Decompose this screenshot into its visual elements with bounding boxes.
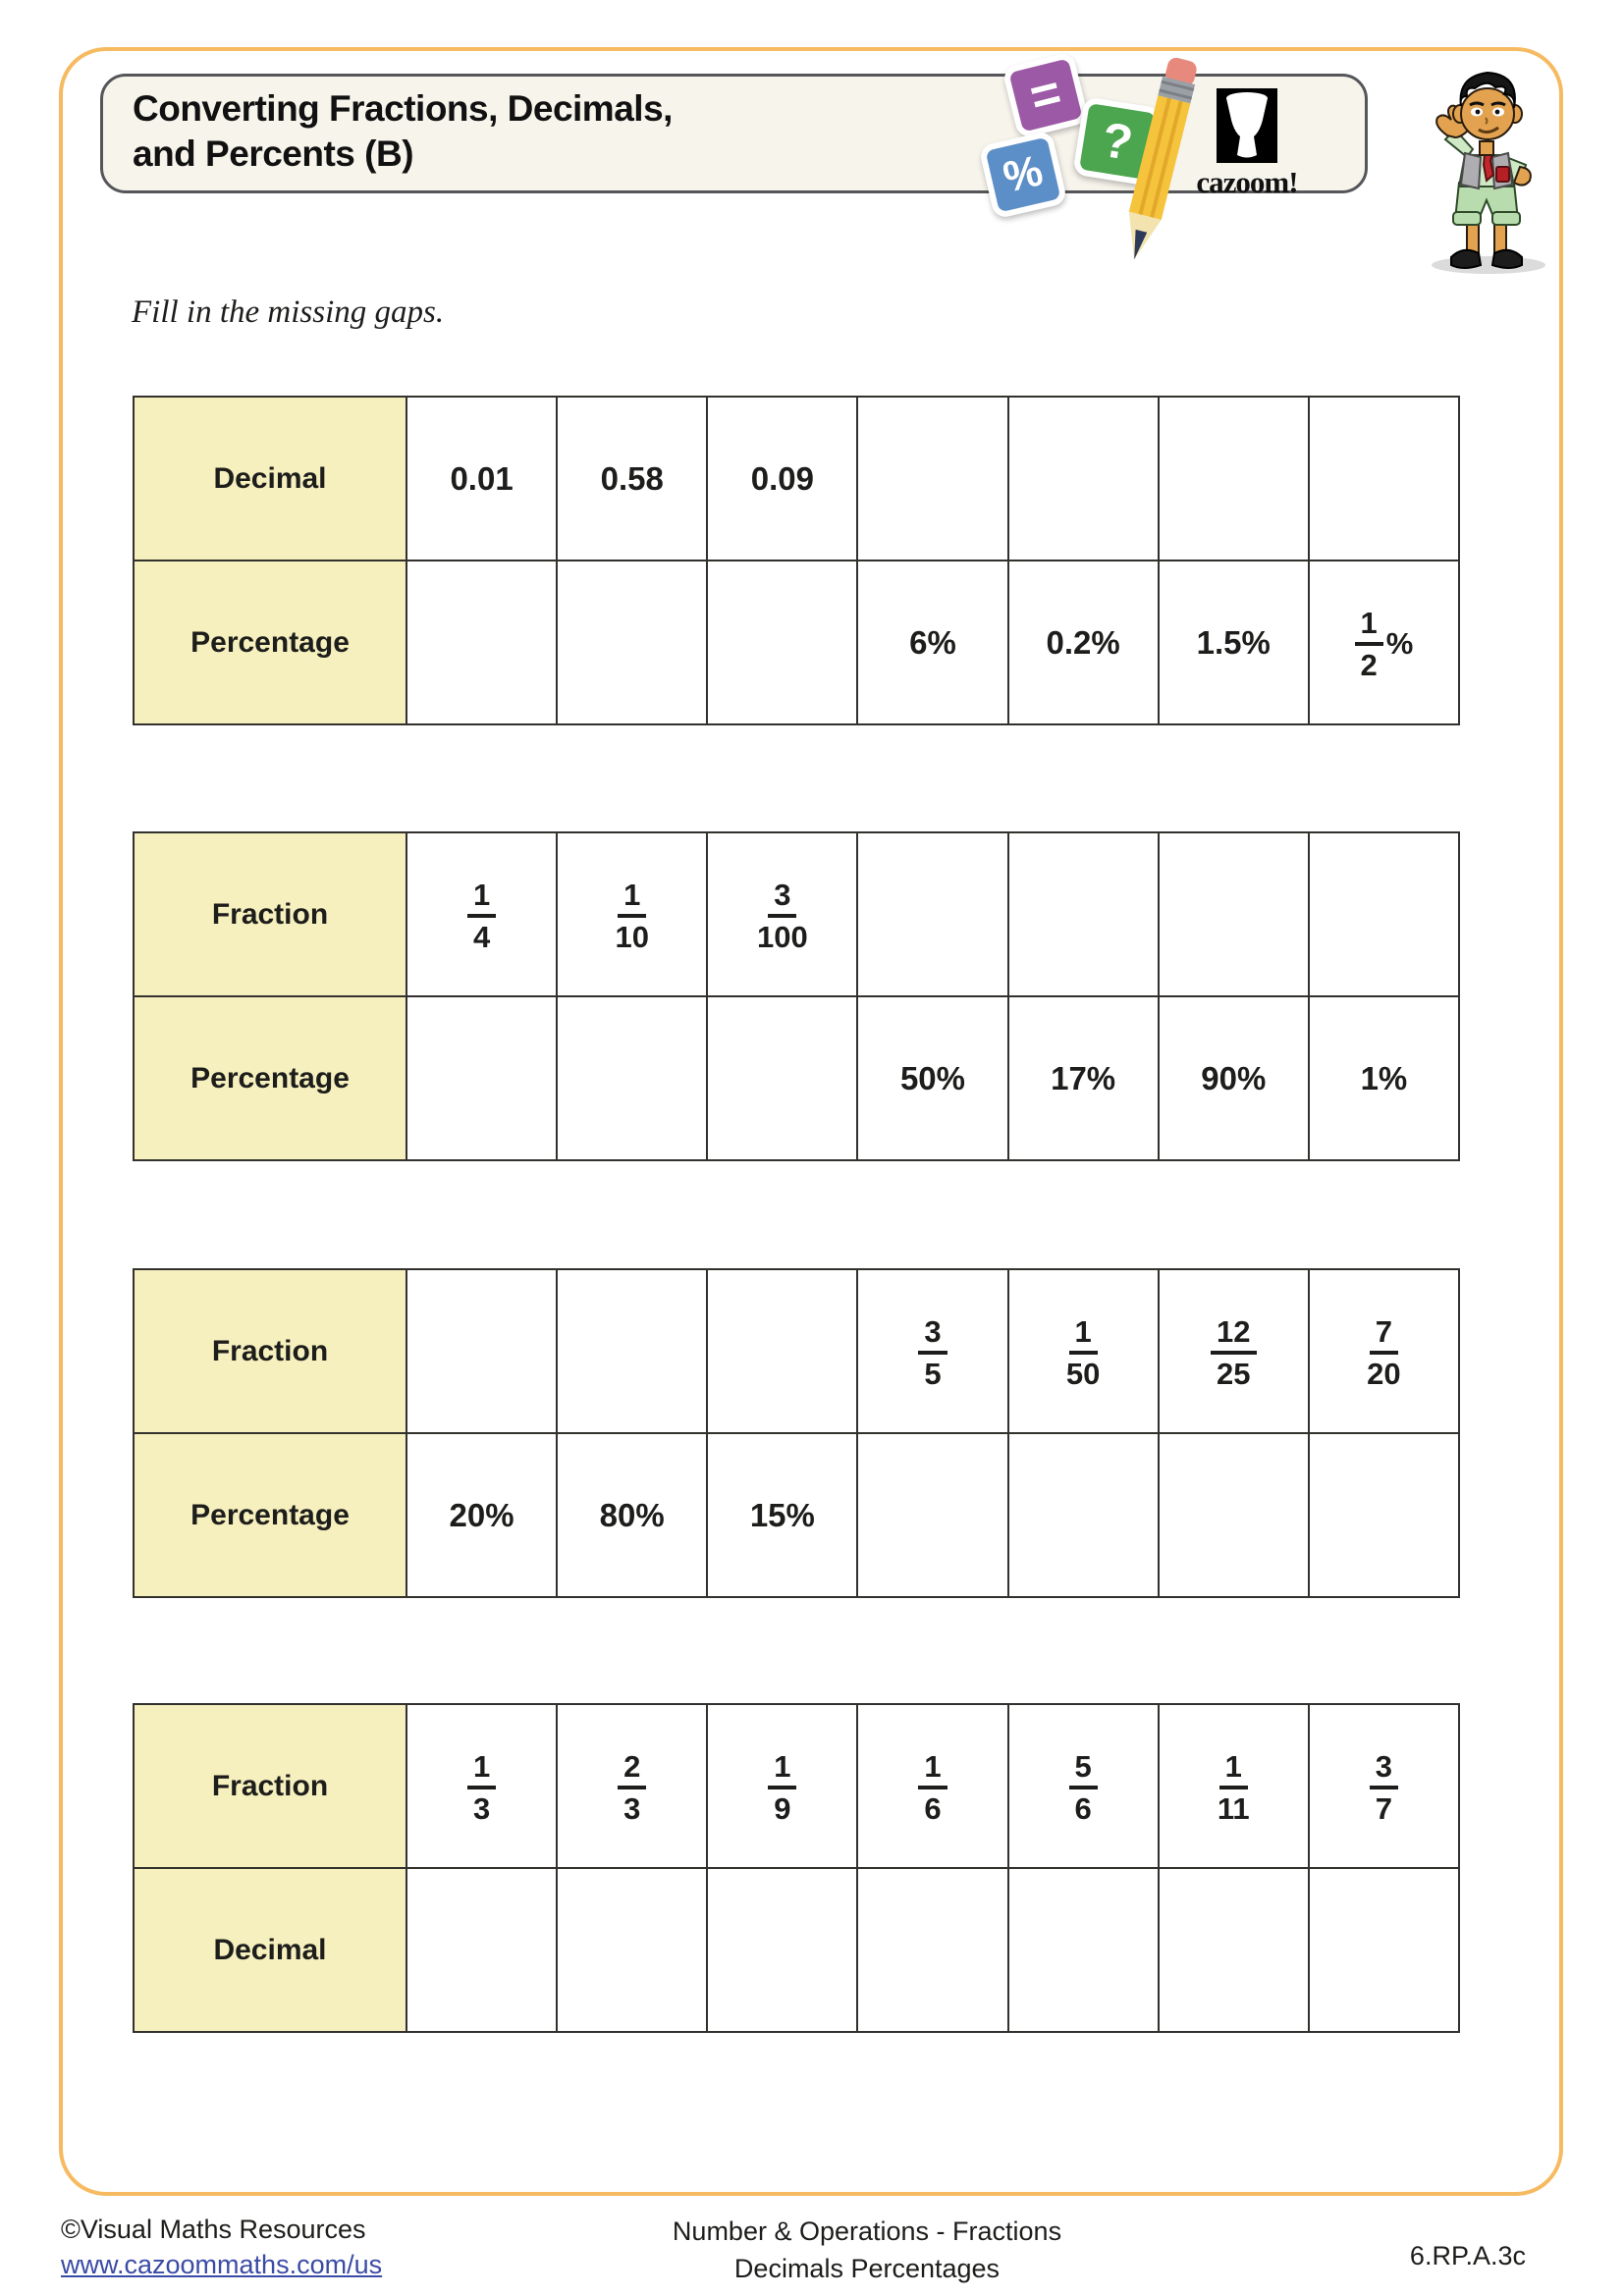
value-cell: 90% bbox=[1159, 996, 1309, 1160]
table-row bbox=[134, 1269, 1459, 1433]
fraction-value: $\frac{1}{3}$ bbox=[467, 1750, 496, 1826]
value-cell bbox=[1159, 1704, 1309, 1868]
standard-code: 6.RP.A.3c bbox=[1409, 2241, 1526, 2270]
value-cell bbox=[857, 1269, 1007, 1433]
value-cell bbox=[1008, 1704, 1159, 1868]
fraction-value: $\frac{12}{25}$ bbox=[1211, 1315, 1256, 1391]
answer-cell[interactable] bbox=[557, 1868, 707, 2032]
value-cell: 17% bbox=[1008, 996, 1159, 1160]
answer-cell[interactable] bbox=[406, 1868, 557, 2032]
answer-cell[interactable] bbox=[857, 1433, 1007, 1597]
row-header-percentage: Percentage bbox=[134, 1433, 406, 1597]
answer-cell[interactable] bbox=[1309, 397, 1459, 561]
copyright-text: ©Visual Maths Resources bbox=[61, 2215, 366, 2244]
table-row bbox=[134, 1433, 1459, 1597]
fraction-value: $\frac{1}{50}$ bbox=[1065, 1313, 1101, 1391]
value-cell bbox=[1008, 1269, 1159, 1433]
answer-cell[interactable] bbox=[1008, 1433, 1159, 1597]
conversion-table-4 bbox=[133, 1703, 1460, 2033]
value-cell: 0.01 bbox=[406, 397, 557, 561]
fraction-value: $\frac{3}{7}$ bbox=[1370, 1750, 1398, 1826]
answer-cell[interactable] bbox=[557, 561, 707, 724]
value-cell: 50% bbox=[857, 996, 1007, 1160]
table-row bbox=[134, 397, 1459, 561]
decimal-percentage-table-1 bbox=[133, 396, 1460, 725]
value-cell bbox=[1309, 1269, 1459, 1433]
value-cell: 6% bbox=[857, 561, 1007, 724]
fraction-value: $\frac{1}{6}$ bbox=[918, 1750, 947, 1826]
value-cell: 0.09 bbox=[707, 397, 857, 561]
equals-glyph: = bbox=[1024, 64, 1067, 127]
answer-cell[interactable] bbox=[1309, 1433, 1459, 1597]
row-header-fraction: Fraction bbox=[134, 832, 406, 996]
value-cell bbox=[557, 1704, 707, 1868]
row-header-percentage: Percentage bbox=[134, 996, 406, 1160]
fraction-value: $\frac{1}{9}$ bbox=[768, 1750, 796, 1826]
value-cell: 0.2% bbox=[1008, 561, 1159, 724]
fraction-percentage-table-2 bbox=[133, 1268, 1460, 1598]
table-row bbox=[134, 996, 1459, 1160]
row-header-fraction: Fraction bbox=[134, 1269, 406, 1433]
value-cell: 15% bbox=[707, 1433, 857, 1597]
answer-cell[interactable] bbox=[1008, 1868, 1159, 2032]
answer-cell[interactable] bbox=[707, 996, 857, 1160]
fraction-decimal-table bbox=[133, 1703, 1460, 2033]
table-row bbox=[134, 1868, 1459, 2032]
fraction-value: $\frac{1}{10}$ bbox=[615, 877, 649, 954]
value-cell: 20% bbox=[406, 1433, 557, 1597]
answer-cell[interactable] bbox=[1309, 832, 1459, 996]
cazoom-link[interactable]: www.cazoommaths.com/us bbox=[61, 2250, 383, 2280]
value-cell bbox=[1309, 561, 1459, 724]
page-title-line1: Converting Fractions, Decimals, bbox=[133, 88, 673, 129]
table-row bbox=[134, 832, 1459, 996]
value-cell bbox=[406, 832, 557, 996]
answer-cell[interactable] bbox=[1309, 1868, 1459, 2032]
row-header-decimal: Decimal bbox=[134, 1868, 406, 2032]
answer-cell[interactable] bbox=[1159, 1433, 1309, 1597]
fraction-value: $\frac{1}{4}$ bbox=[467, 879, 496, 954]
answer-cell[interactable] bbox=[406, 996, 557, 1160]
answer-cell[interactable] bbox=[857, 832, 1007, 996]
answer-cell[interactable] bbox=[406, 561, 557, 724]
answer-cell[interactable] bbox=[1159, 832, 1309, 996]
cazoom-logo bbox=[1183, 88, 1311, 200]
conversion-table-2 bbox=[133, 831, 1460, 1161]
fraction-value: $\frac{7}{20}$ bbox=[1367, 1313, 1401, 1391]
row-header-percentage: Percentage bbox=[134, 561, 406, 724]
footer-topic-block bbox=[673, 2214, 1061, 2288]
row-header-decimal: Decimal bbox=[134, 397, 406, 561]
table-row bbox=[134, 561, 1459, 724]
topic-line2: Decimals Percentages bbox=[733, 2253, 1001, 2283]
answer-cell[interactable] bbox=[1159, 397, 1309, 561]
answer-cell[interactable] bbox=[857, 397, 1007, 561]
conversion-table-3 bbox=[133, 1268, 1460, 1598]
fraction-value: $\frac{1}{11}$ bbox=[1217, 1748, 1250, 1826]
drum-icon bbox=[1217, 88, 1277, 163]
value-cell: 1% bbox=[1309, 996, 1459, 1160]
page-title-line2: and Percents (B) bbox=[133, 133, 414, 175]
student-character bbox=[1404, 63, 1563, 277]
fraction-value: $\frac{1}{2}$ bbox=[1355, 607, 1383, 682]
instruction-text: Fill in the missing gaps. bbox=[132, 294, 445, 330]
answer-cell[interactable] bbox=[557, 996, 707, 1160]
fraction-value: $\frac{3}{5}$ bbox=[918, 1315, 947, 1391]
fraction-value: $\frac{5}{6}$ bbox=[1069, 1750, 1098, 1826]
question-glyph: ? bbox=[1098, 111, 1137, 172]
answer-cell[interactable] bbox=[1008, 397, 1159, 561]
value-cell bbox=[1309, 1704, 1459, 1868]
value-cell bbox=[406, 1704, 557, 1868]
fraction-suffix: % bbox=[1385, 626, 1414, 661]
value-cell: 1.5% bbox=[1159, 561, 1309, 724]
answer-cell[interactable] bbox=[557, 1269, 707, 1433]
table-row bbox=[134, 1704, 1459, 1868]
value-cell: 0.58 bbox=[557, 397, 707, 561]
row-header-fraction: Fraction bbox=[134, 1704, 406, 1868]
conversion-table-1 bbox=[133, 396, 1460, 725]
answer-cell[interactable] bbox=[857, 1868, 1007, 2032]
answer-cell[interactable] bbox=[707, 1868, 857, 2032]
value-cell bbox=[557, 832, 707, 996]
fraction-value: $\frac{3}{100}$ bbox=[756, 877, 808, 954]
percent-glyph: % bbox=[999, 146, 1048, 202]
value-cell: 80% bbox=[557, 1433, 707, 1597]
page-title bbox=[133, 86, 673, 178]
answer-cell[interactable] bbox=[406, 1269, 557, 1433]
value-cell bbox=[857, 1704, 1007, 1868]
brand-name: cazoom! bbox=[1196, 165, 1298, 199]
topic-line1: Number & Operations - Fractions bbox=[672, 2216, 1062, 2246]
answer-cell[interactable] bbox=[707, 561, 857, 724]
value-cell bbox=[1159, 1269, 1309, 1433]
footer-copyright-block bbox=[61, 2212, 382, 2283]
value-cell bbox=[707, 1704, 857, 1868]
answer-cell[interactable] bbox=[1008, 832, 1159, 996]
answer-cell[interactable] bbox=[1159, 1868, 1309, 2032]
value-cell bbox=[707, 832, 857, 996]
answer-cell[interactable] bbox=[707, 1269, 857, 1433]
fraction-value: $\frac{2}{3}$ bbox=[618, 1750, 646, 1826]
fraction-percentage-table-1 bbox=[133, 831, 1460, 1161]
